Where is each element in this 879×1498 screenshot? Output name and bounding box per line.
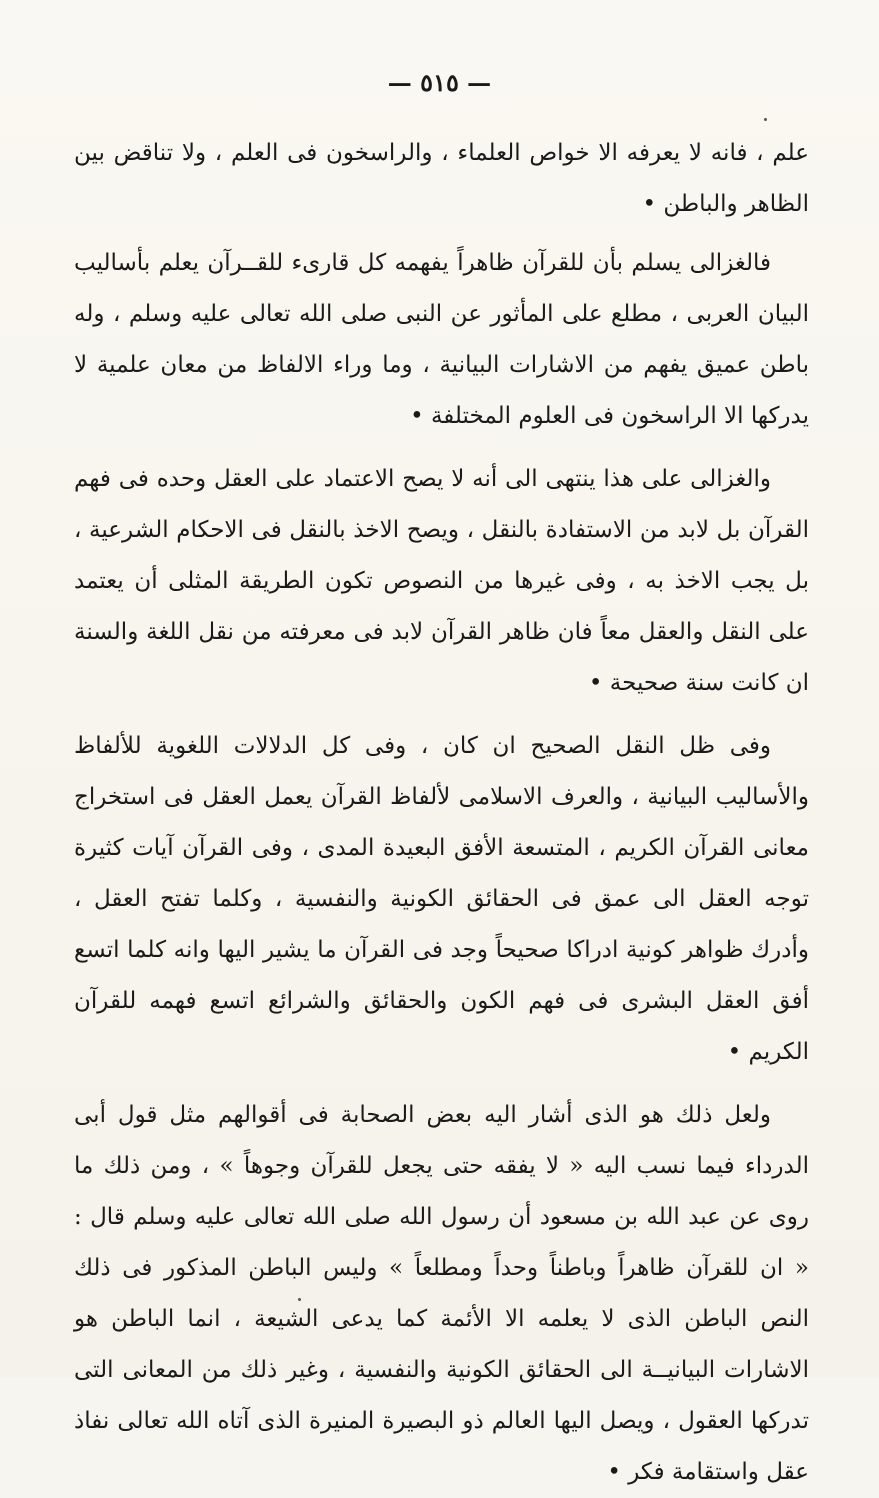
body-text [74, 128, 809, 1498]
paragraph-3: والغزالى على هذا ينتهى الى أنه لا يصح الاعتماد على العقل وحده فى فهم القرآن بل لابد من الاستفادة بالنقل ، ويصح الاخذ بالنقل فى الاحكام الشرعية ، بل يجب الاخذ به ، وفى غيرها من النصوص تكون الطريقة المثلى أن يعتمد على النقل والعقل معاً فان ظاهر القرآن لابد فى معرفته من نقل اللغة والسنة ان كانت سنة صحيحة • [74, 466, 809, 696]
paragraph-1: علم ، فانه لا يعرفه الا خواص العلماء ، والراسخون فى العلم ، ولا تناقض بين الظاهر والباطن • [74, 140, 809, 217]
scan-speck [764, 118, 767, 121]
paragraph-2: فالغزالى يسلم بأن للقرآن ظاهراً يفهمه كل قارىء للقــرآن يعلم بأساليب البيان العربى ، مطلع على المأثور عن النبى صلى الله تعالى عليه وسلم ، وله باطن عميق يفهم من الاشارات البيانية ، وما وراء الالفاظ من معان علمية لا يدركها الا الراسخون فى العلوم المختلفة • [74, 250, 809, 429]
paragraph-5: ولعل ذلك هو الذى أشار اليه بعض الصحابة فى أقوالهم مثل قول أبى الدرداء فيما نسب اليه « لا يفقه حتى يجعل للقرآن وجوهاً » ، ومن ذلك ما روى عن عبد الله بن مسعود أن رسول الله صلى الله تعالى عليه وسلم قال : « ان للقرآن ظاهراً وباطناً وحداً ومطلعاً » وليس الباطن المذكور فى ذلك النص الباطن الذى لا يعلمه الا الأئمة كما يدعى الشيعة ، انما الباطن هو الاشارات البيانيــة الى الحقائق الكونية والنفسية ، وغير ذلك من المعانى التى تدركها العقول ، ويصل اليها العالم ذو البصيرة المنيرة الذى آتاه الله تعالى نفاذ عقل واستقامة فكر • [74, 1102, 809, 1485]
paragraph-4: وفى ظل النقل الصحيح ان كان ، وفى كل الدلالات اللغوية للألفاظ والأساليب البيانية ، والعرف الاسلامى لألفاظ القرآن يعمل العقل فى استخراج معانى القرآن الكريم ، المتسعة الأفق البعيدة المدى ، وفى القرآن آيات كثيرة توجه العقل الى عمق فى الحقائق الكونية والنفسية ، وكلما تفتح العقل ، وأدرك ظواهر كونية ادراكا صحيحاً وجد فى القرآن ما يشير اليها وانه كلما اتسع أفق العقل البشرى فى فهم الكون والحقائق والشرائع اتسع فهمه للقرآن الكريم • [74, 733, 809, 1065]
page-number: — ٥١٥ — [387, 68, 492, 97]
scan-speck [298, 1298, 301, 1301]
